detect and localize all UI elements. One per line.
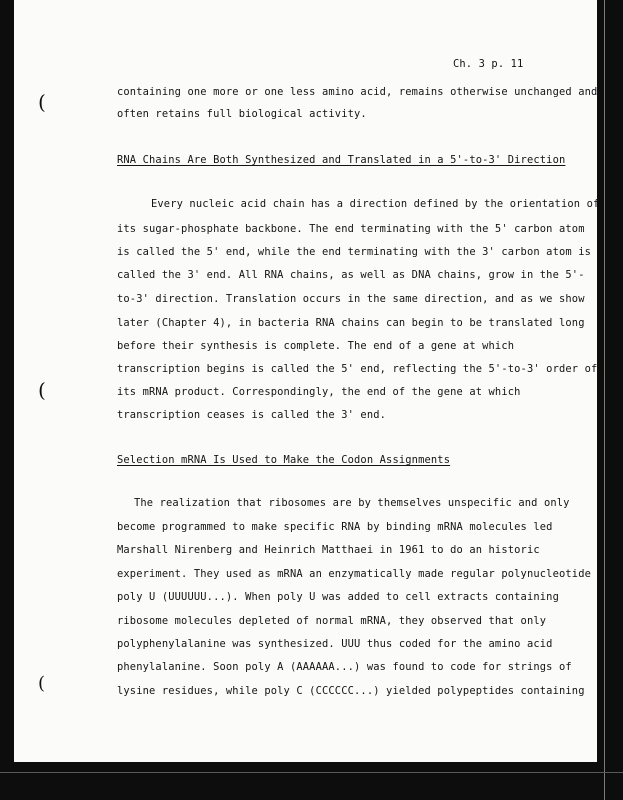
text-line: to-3' direction. Translation occurs in the same direction, and as we show [117, 293, 585, 305]
text-line: Marshall Nirenberg and Heinrich Matthaei in 1961 to do an historic [117, 544, 540, 556]
text-line: before their synthesis is complete. The end of a gene at which [117, 340, 515, 352]
scanner-frame-edge [604, 0, 605, 800]
scanner-frame-edge-bottom [0, 772, 623, 773]
page-header: Ch. 3 p. 11 [453, 58, 524, 70]
text-line: called the 3' end. All RNA chains, as well as DNA chains, grow in the 5'- [117, 269, 585, 281]
text-line: often retains full biological activity. [117, 108, 367, 120]
text-line: phenylalanine. Soon poly A (AAAAAA...) was found to code for strings of [117, 661, 572, 673]
text-line: is called the 5' end, while the end terminating with the 3' carbon atom is [117, 246, 592, 258]
binder-hole-mark: ( [38, 90, 46, 114]
text-line: lysine residues, while poly C (CCCCCC...) yielded polypeptides containing [117, 685, 585, 697]
text-line: become programmed to make specific RNA by binding mRNA molecules led [117, 521, 553, 533]
text-line: containing one more or one less amino acid, remains otherwise unchanged and [117, 86, 598, 98]
text-line: its mRNA product. Correspondingly, the end of the gene at which [117, 386, 521, 398]
text-line: ribosome molecules depleted of normal mRNA, they observed that only [117, 615, 547, 627]
text-line: transcription ceases is called the 3' end. [117, 409, 387, 421]
text-line: poly U (UUUUUU...). When poly U was added to cell extracts containing [117, 591, 559, 603]
text-line: later (Chapter 4), in bacteria RNA chains can begin to be translated long [117, 317, 585, 329]
text-line: The realization that ribosomes are by themselves unspecific and only [134, 497, 570, 509]
text-line: transcription begins is called the 5' end, reflecting the 5'-to-3' order of [117, 363, 598, 375]
binder-hole-mark: ( [38, 378, 46, 402]
binder-hole-mark: ( [38, 673, 46, 694]
section-heading: RNA Chains Are Both Synthesized and Translated in a 5'-to-3' Direction [117, 154, 566, 166]
section-heading: Selection mRNA Is Used to Make the Codon Assignments [117, 454, 451, 466]
text-line: polyphenylalanine was synthesized. UUU thus coded for the amino acid [117, 638, 553, 650]
document-page [14, 0, 600, 762]
text-line: Every nucleic acid chain has a direction defined by the orientation of [151, 198, 600, 210]
text-line: its sugar-phosphate backbone. The end terminating with the 5' carbon atom [117, 223, 585, 235]
text-line: experiment. They used as mRNA an enzymatically made regular polynucleotide [117, 568, 592, 580]
